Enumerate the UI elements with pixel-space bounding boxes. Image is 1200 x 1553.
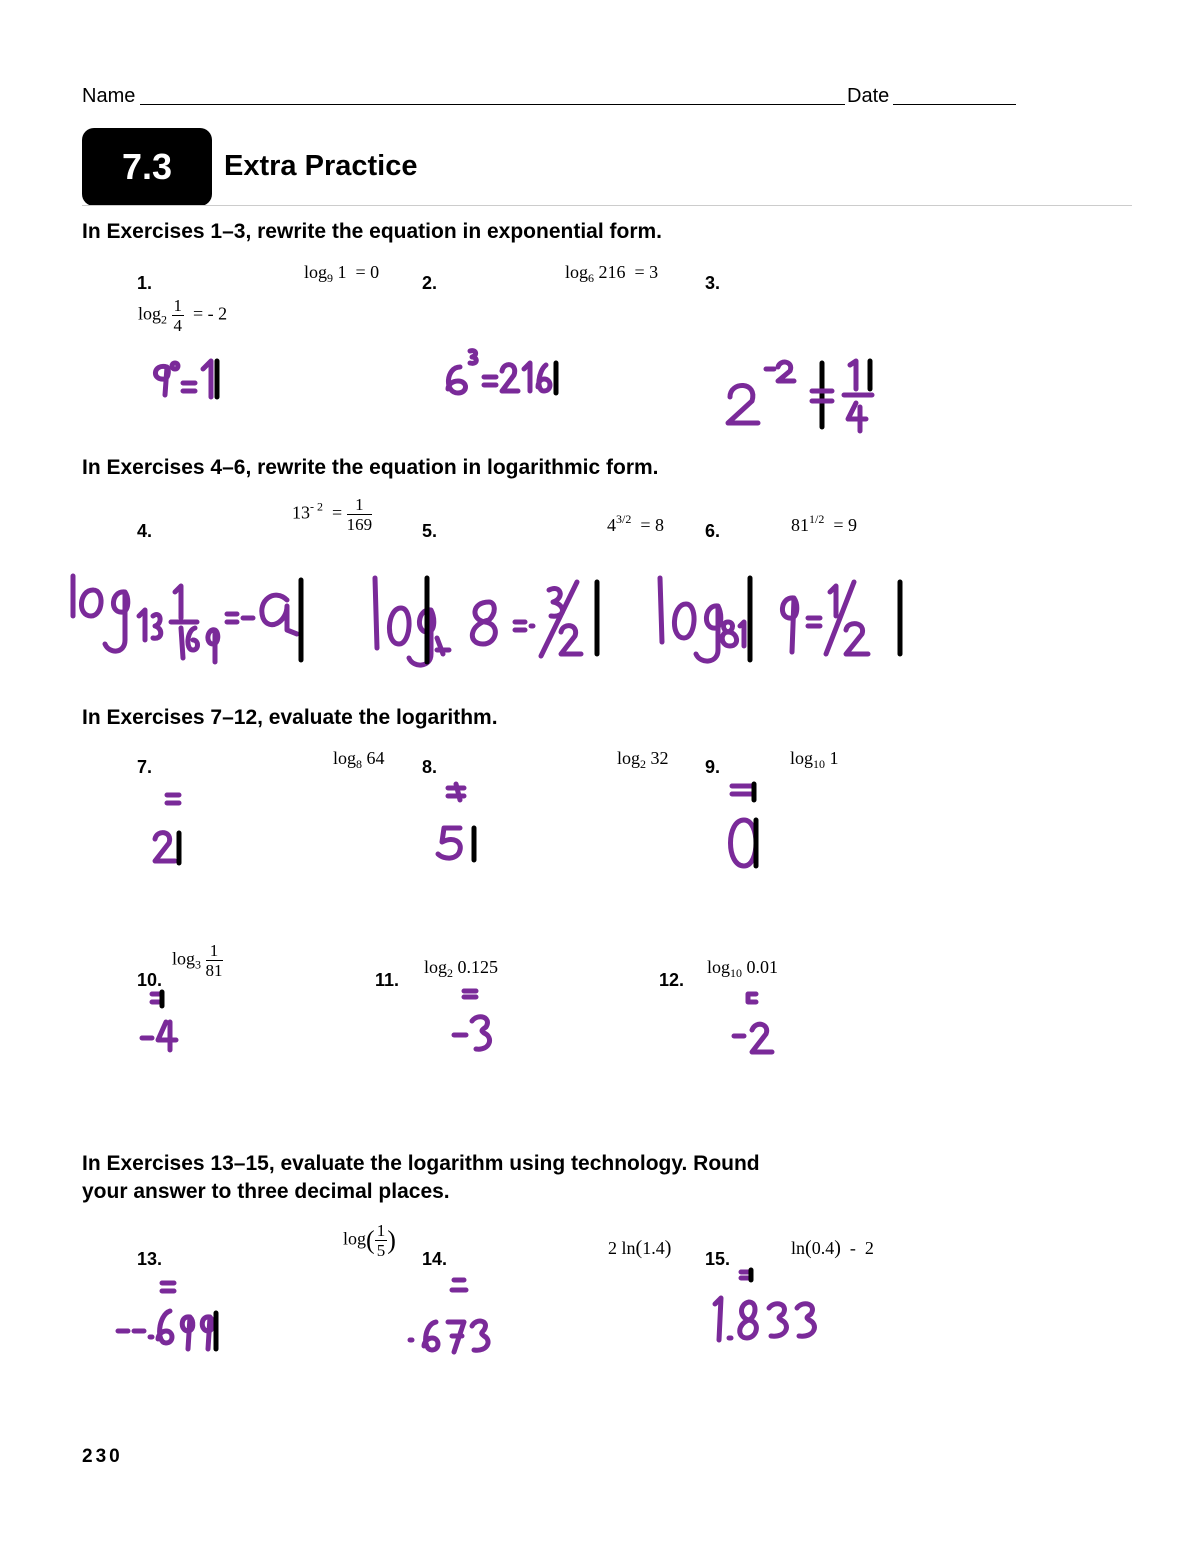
name-label: Name [82, 85, 136, 107]
exercise-15-number: 15. [705, 1249, 731, 1269]
instruction-2: In Exercises 4–6, rewrite the equation in logarithmic form. [82, 456, 659, 479]
answer-11-handwriting [448, 985, 508, 1060]
exercise-9-equation: $\log_{10} 1$ [790, 748, 839, 771]
exercise-6-equation: $81^{1/2} = 9$ [791, 512, 857, 535]
instruction-4-line1: In Exercises 13–15, evaluate the logarithm using technology. Round [82, 1152, 760, 1175]
answer-10-handwriting [138, 988, 198, 1058]
exercise-12-number: 12. [659, 970, 685, 990]
exercise-13-equation: log( $\frac{1}{5}$ ) [343, 1221, 396, 1260]
date-line[interactable] [893, 104, 1016, 105]
exercise-2-equation: $\log_6 216 = 3$ [565, 262, 659, 285]
answer-13-handwriting [112, 1275, 222, 1355]
exercise-10-equation: $\log_3$ $\frac{1}{81}$ [172, 941, 223, 980]
exercise-5-number: 5. [422, 521, 438, 541]
instruction-3: In Exercises 7–12, evaluate the logarithm. [82, 706, 498, 729]
exercise-15-equation: ln(0.4) - 2 [791, 1237, 874, 1259]
lesson-title: Extra Practice [224, 150, 418, 182]
exercise-14-equation: 2 ln(1.4) [608, 1237, 672, 1259]
lesson-number: 7.3 [121, 146, 173, 187]
exercise-10-number: 10. [137, 970, 163, 990]
exercise-11-equation: $\log_2 0.125$ [424, 957, 499, 980]
answer-5-handwriting [365, 572, 605, 672]
exercise-14-number: 14. [422, 1249, 448, 1269]
exercise-8-number: 8. [422, 757, 438, 777]
answer-8-handwriting [430, 780, 490, 870]
exercise-8-equation: $\log_2 32$ [617, 748, 669, 771]
date-label: Date [847, 85, 890, 107]
answer-15-handwriting [705, 1262, 825, 1352]
exercise-4-equation: $13^{- 2}$ = $\frac{1}{169}$ [292, 495, 373, 534]
exercise-9-number: 9. [705, 757, 721, 777]
answer-9-handwriting [722, 780, 782, 875]
answer-6-handwriting [650, 572, 910, 672]
answer-7-handwriting [145, 785, 195, 870]
exercise-1-equation: $\log_9 1 = 0$ [304, 262, 380, 285]
answer-14-handwriting [402, 1272, 502, 1357]
answer-2-handwriting [440, 345, 570, 405]
name-line[interactable] [140, 104, 845, 105]
answer-1-handwriting [145, 355, 235, 405]
exercise-6-number: 6. [705, 521, 721, 541]
exercise-5-equation: $4^{3/2} = 8$ [607, 512, 664, 535]
exercise-3-equation: $\log_2$ $\frac{1}{4}$ = - 2 [138, 296, 228, 335]
answer-4-handwriting [65, 570, 305, 670]
exercise-12-equation: $\log_{10} 0.01$ [707, 957, 779, 980]
exercise-7-number: 7. [137, 757, 153, 777]
answer-3-handwriting [720, 355, 890, 440]
exercise-11-number: 11. [375, 970, 400, 990]
exercise-13-number: 13. [137, 1249, 163, 1269]
title-rule [82, 205, 1132, 206]
instruction-1: In Exercises 1–3, rewrite the equation in exponential form. [82, 220, 663, 243]
exercise-4-number: 4. [137, 521, 153, 541]
exercise-3-number: 3. [705, 273, 721, 293]
exercise-2-number: 2. [422, 273, 438, 293]
page-number: 230 [82, 1446, 123, 1467]
exercise-1-number: 1. [137, 273, 153, 293]
answer-12-handwriting [728, 990, 788, 1060]
instruction-4-line2: your answer to three decimal places. [82, 1180, 450, 1203]
exercise-7-equation: $\log_8 64$ [333, 748, 385, 771]
